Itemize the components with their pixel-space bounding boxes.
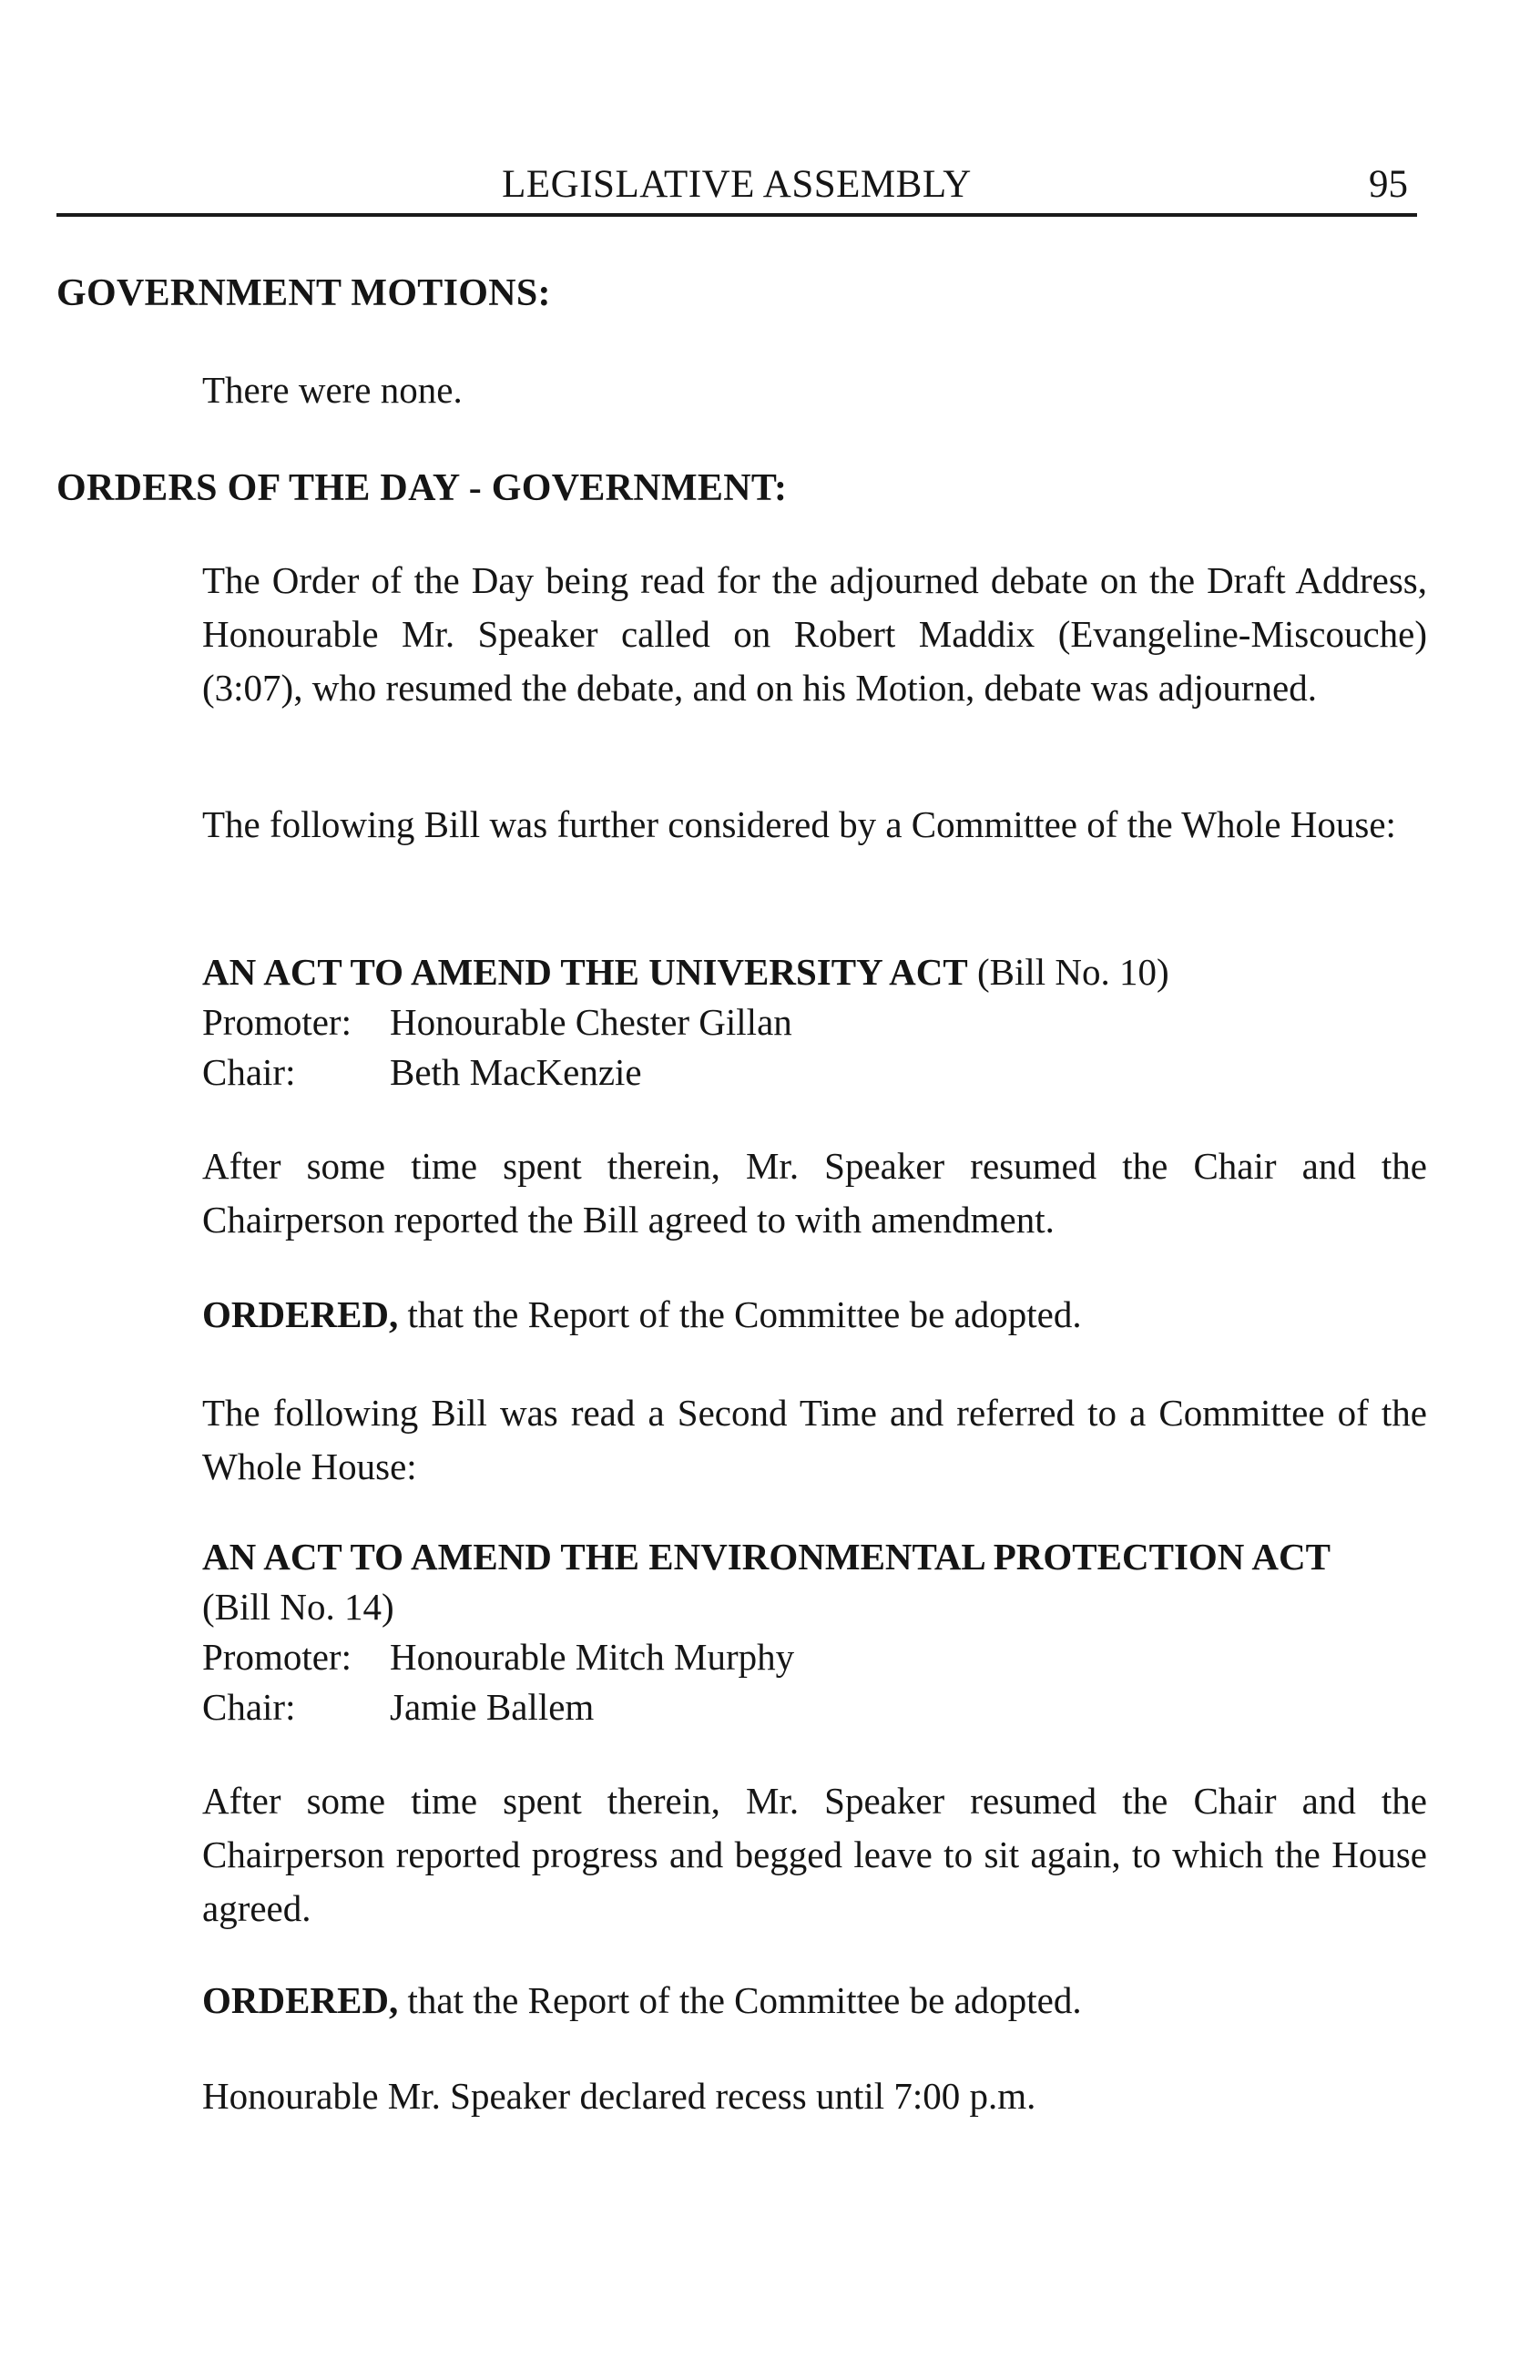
ordered-line-2 xyxy=(202,1974,1082,2027)
running-header xyxy=(56,162,1417,217)
bill-10-promoter-line xyxy=(202,996,792,1048)
bill-10-chair-line xyxy=(202,1046,642,1098)
ordered-text: that the Report of the Committee be adopted. xyxy=(407,1293,1082,1335)
bill-14-promoter: Honourable Mitch Murphy xyxy=(390,1636,795,1678)
bill-10-number: (Bill No. 10) xyxy=(976,951,1169,993)
chair-label: Chair: xyxy=(202,1051,296,1093)
committee-intro-paragraph: The following Bill was further considered by a Committee of the Whole House: xyxy=(202,803,1396,845)
draft-address-paragraph: The Order of the Day being read for the adjourned debate on the Draft Address, Honourable Mr. Speaker called on Robert Maddix (Evangeline-Miscouche) (3:07), who resumed the debate, and on his Motion, debate was adjourned. xyxy=(202,559,1427,709)
bill-14-number: (Bill No. 14) xyxy=(202,1586,394,1628)
government-motions-text: There were none. xyxy=(202,369,463,411)
second-reading-paragraph: The following Bill was read a Second Time and referred to a Committee of the Whole House: xyxy=(202,1392,1427,1487)
bill-10-promoter: Honourable Chester Gillan xyxy=(390,1001,792,1043)
page-number: 95 xyxy=(1369,163,1408,206)
bill-14-number-line xyxy=(202,1580,394,1633)
bill-10-title-line xyxy=(202,945,1169,998)
orders-of-the-day-heading: ORDERS OF THE DAY - GOVERNMENT: xyxy=(56,467,788,509)
bill-10-chair: Beth MacKenzie xyxy=(390,1051,642,1093)
government-motions-heading: GOVERNMENT MOTIONS: xyxy=(56,272,551,314)
bill-14-promoter-line xyxy=(202,1630,794,1683)
bill-14-title: AN ACT TO AMEND THE ENVIRONMENTAL PROTECTION ACT xyxy=(202,1536,1331,1578)
bill-14-title-line xyxy=(202,1530,1331,1583)
ordered-label: ORDERED, xyxy=(202,1293,399,1335)
bill-14-chair-line xyxy=(202,1680,594,1733)
ordered-label: ORDERED, xyxy=(202,1979,399,2021)
ordered-text: that the Report of the Committee be adopted. xyxy=(407,1979,1082,2021)
chair-label: Chair: xyxy=(202,1686,296,1728)
promoter-label: Promoter: xyxy=(202,1636,352,1678)
ordered-line-1 xyxy=(202,1288,1082,1341)
bill-10-outcome-paragraph: After some time spent therein, Mr. Speaker resumed the Chair and the Chairperson reported the Bill agreed to with amendment. xyxy=(202,1145,1427,1241)
header-title: LEGISLATIVE ASSEMBLY xyxy=(502,163,972,206)
recess-line: Honourable Mr. Speaker declared recess until 7:00 p.m. xyxy=(202,2075,1036,2117)
bill-14-outcome-paragraph: After some time spent therein, Mr. Speaker resumed the Chair and the Chairperson reported progress and begged leave to sit again, to which the House agreed. xyxy=(202,1780,1427,1929)
promoter-label: Promoter: xyxy=(202,1001,352,1043)
bill-14-chair: Jamie Ballem xyxy=(390,1686,595,1728)
bill-10-title: AN ACT TO AMEND THE UNIVERSITY ACT xyxy=(202,951,968,993)
